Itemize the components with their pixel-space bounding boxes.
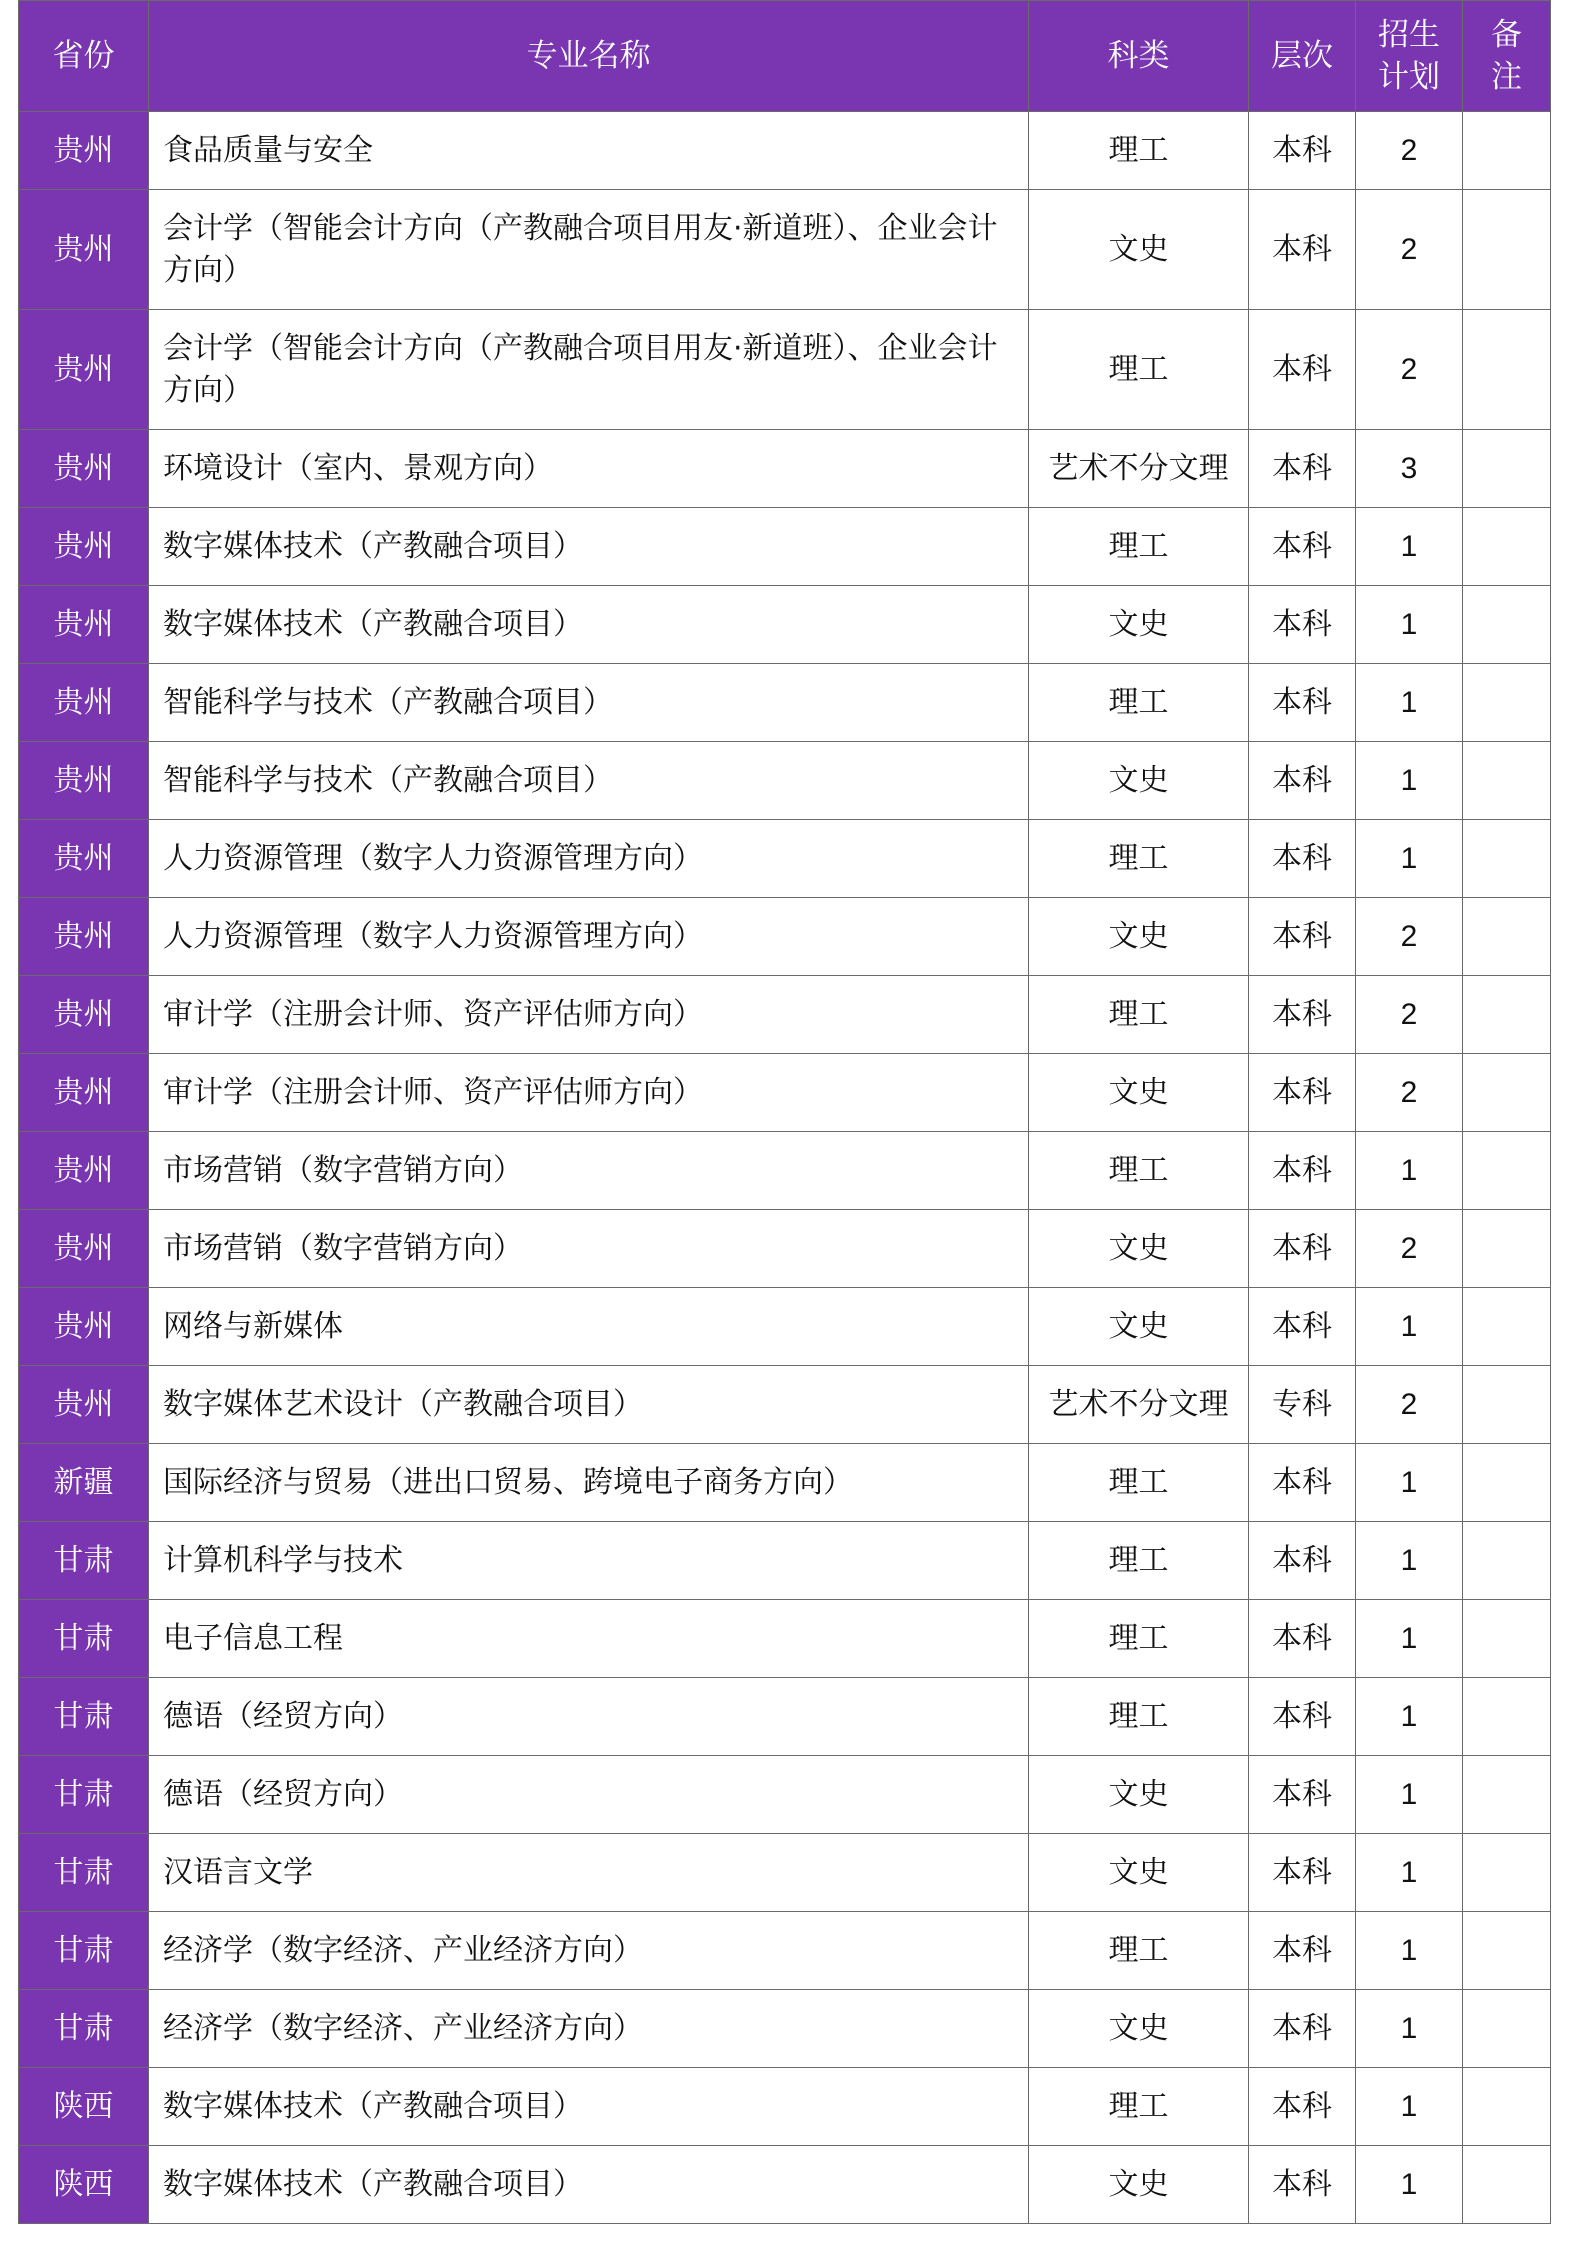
table-row [19, 820, 1551, 898]
note-cell [1463, 742, 1551, 820]
category-cell: 理工 [1029, 1912, 1249, 1990]
table-row [19, 1444, 1551, 1522]
category-cell: 艺术不分文理 [1029, 430, 1249, 508]
note-cell [1463, 430, 1551, 508]
category-cell: 文史 [1029, 586, 1249, 664]
table-header [19, 1, 1551, 112]
table-row [19, 2068, 1551, 2146]
table-row [19, 1990, 1551, 2068]
table-row [19, 1054, 1551, 1132]
plan-count-cell: 2 [1356, 112, 1463, 190]
major-cell: 数字媒体技术（产教融合项目） [149, 508, 1029, 586]
level-cell: 本科 [1249, 664, 1356, 742]
level-cell: 本科 [1249, 430, 1356, 508]
province-cell: 陕西 [19, 2146, 149, 2224]
level-cell: 本科 [1249, 190, 1356, 310]
header-plan [1356, 1, 1463, 112]
header-plan-line1: 招生 [1378, 17, 1440, 53]
note-cell [1463, 898, 1551, 976]
major-cell: 德语（经贸方向） [149, 1756, 1029, 1834]
table-row [19, 1756, 1551, 1834]
header-category: 科类 [1029, 1, 1249, 112]
plan-count-cell: 1 [1356, 664, 1463, 742]
plan-count-cell: 2 [1356, 1210, 1463, 1288]
note-cell [1463, 2146, 1551, 2224]
major-cell: 经济学（数字经济、产业经济方向） [149, 1912, 1029, 1990]
table-row [19, 430, 1551, 508]
plan-count-cell: 1 [1356, 1600, 1463, 1678]
province-cell: 贵州 [19, 430, 149, 508]
province-cell: 陕西 [19, 2068, 149, 2146]
category-cell: 艺术不分文理 [1029, 1366, 1249, 1444]
category-cell: 理工 [1029, 1444, 1249, 1522]
major-cell: 会计学（智能会计方向（产教融合项目用友·新道班）、企业会计方向） [149, 190, 1029, 310]
note-cell [1463, 1444, 1551, 1522]
table-row [19, 664, 1551, 742]
table-row [19, 1366, 1551, 1444]
note-cell [1463, 1288, 1551, 1366]
province-cell: 贵州 [19, 112, 149, 190]
level-cell: 本科 [1249, 1756, 1356, 1834]
table-row [19, 742, 1551, 820]
province-cell: 贵州 [19, 1054, 149, 1132]
table-row [19, 1522, 1551, 1600]
province-cell: 贵州 [19, 310, 149, 430]
province-cell: 贵州 [19, 664, 149, 742]
province-cell: 甘肃 [19, 1990, 149, 2068]
level-cell: 专科 [1249, 1366, 1356, 1444]
level-cell: 本科 [1249, 1054, 1356, 1132]
plan-count-cell: 1 [1356, 742, 1463, 820]
province-cell: 贵州 [19, 898, 149, 976]
note-cell [1463, 1210, 1551, 1288]
province-cell: 贵州 [19, 976, 149, 1054]
category-cell: 理工 [1029, 2068, 1249, 2146]
header-plan-line2: 计划 [1378, 59, 1440, 95]
province-cell: 贵州 [19, 508, 149, 586]
header-row [19, 1, 1551, 112]
major-cell: 人力资源管理（数字人力资源管理方向） [149, 898, 1029, 976]
plan-count-cell: 1 [1356, 2146, 1463, 2224]
province-cell: 甘肃 [19, 1756, 149, 1834]
table-row [19, 1132, 1551, 1210]
header-level: 层次 [1249, 1, 1356, 112]
province-cell: 贵州 [19, 820, 149, 898]
category-cell: 理工 [1029, 820, 1249, 898]
plan-count-cell: 1 [1356, 1912, 1463, 1990]
province-cell: 贵州 [19, 1288, 149, 1366]
plan-count-cell: 1 [1356, 1444, 1463, 1522]
category-cell: 文史 [1029, 1054, 1249, 1132]
major-cell: 数字媒体技术（产教融合项目） [149, 586, 1029, 664]
plan-count-cell: 1 [1356, 1990, 1463, 2068]
level-cell: 本科 [1249, 1990, 1356, 2068]
category-cell: 文史 [1029, 1288, 1249, 1366]
table-row [19, 1600, 1551, 1678]
note-cell [1463, 1054, 1551, 1132]
plan-count-cell: 2 [1356, 190, 1463, 310]
major-cell: 计算机科学与技术 [149, 1522, 1029, 1600]
level-cell: 本科 [1249, 508, 1356, 586]
table-row [19, 1912, 1551, 1990]
category-cell: 文史 [1029, 2146, 1249, 2224]
province-cell: 贵州 [19, 1132, 149, 1210]
category-cell: 理工 [1029, 1600, 1249, 1678]
table-row [19, 1678, 1551, 1756]
major-cell: 市场营销（数字营销方向） [149, 1132, 1029, 1210]
level-cell: 本科 [1249, 1912, 1356, 1990]
header-note-line1: 备 [1491, 17, 1522, 53]
table-row [19, 586, 1551, 664]
plan-count-cell: 1 [1356, 1756, 1463, 1834]
note-cell [1463, 310, 1551, 430]
category-cell: 文史 [1029, 1756, 1249, 1834]
major-cell: 汉语言文学 [149, 1834, 1029, 1912]
plan-count-cell: 3 [1356, 430, 1463, 508]
major-cell: 德语（经贸方向） [149, 1678, 1029, 1756]
category-cell: 文史 [1029, 190, 1249, 310]
major-cell: 经济学（数字经济、产业经济方向） [149, 1990, 1029, 2068]
category-cell: 文史 [1029, 742, 1249, 820]
note-cell [1463, 820, 1551, 898]
level-cell: 本科 [1249, 1600, 1356, 1678]
level-cell: 本科 [1249, 1678, 1356, 1756]
province-cell: 甘肃 [19, 1522, 149, 1600]
category-cell: 理工 [1029, 664, 1249, 742]
major-cell: 审计学（注册会计师、资产评估师方向） [149, 976, 1029, 1054]
plan-count-cell: 1 [1356, 1678, 1463, 1756]
category-cell: 理工 [1029, 508, 1249, 586]
enrollment-plan-table-wrapper [18, 0, 1550, 2224]
province-cell: 贵州 [19, 190, 149, 310]
note-cell [1463, 1522, 1551, 1600]
table-row [19, 112, 1551, 190]
province-cell: 甘肃 [19, 1834, 149, 1912]
table-row [19, 310, 1551, 430]
header-note-line2: 注 [1491, 59, 1522, 95]
header-note [1463, 1, 1551, 112]
table-row [19, 1210, 1551, 1288]
enrollment-plan-table [18, 0, 1551, 2224]
header-province: 省份 [19, 1, 149, 112]
plan-count-cell: 2 [1356, 976, 1463, 1054]
note-cell [1463, 586, 1551, 664]
major-cell: 食品质量与安全 [149, 112, 1029, 190]
table-row [19, 976, 1551, 1054]
note-cell [1463, 1678, 1551, 1756]
province-cell: 贵州 [19, 1366, 149, 1444]
major-cell: 电子信息工程 [149, 1600, 1029, 1678]
major-cell: 智能科学与技术（产教融合项目） [149, 742, 1029, 820]
plan-count-cell: 1 [1356, 2068, 1463, 2146]
plan-count-cell: 1 [1356, 1288, 1463, 1366]
province-cell: 新疆 [19, 1444, 149, 1522]
category-cell: 理工 [1029, 1678, 1249, 1756]
category-cell: 理工 [1029, 1522, 1249, 1600]
level-cell: 本科 [1249, 820, 1356, 898]
note-cell [1463, 1990, 1551, 2068]
level-cell: 本科 [1249, 1834, 1356, 1912]
category-cell: 文史 [1029, 1990, 1249, 2068]
major-cell: 数字媒体艺术设计（产教融合项目） [149, 1366, 1029, 1444]
plan-count-cell: 2 [1356, 1366, 1463, 1444]
note-cell [1463, 508, 1551, 586]
level-cell: 本科 [1249, 1210, 1356, 1288]
level-cell: 本科 [1249, 1444, 1356, 1522]
category-cell: 理工 [1029, 976, 1249, 1054]
province-cell: 贵州 [19, 1210, 149, 1288]
category-cell: 文史 [1029, 1834, 1249, 1912]
level-cell: 本科 [1249, 310, 1356, 430]
province-cell: 甘肃 [19, 1912, 149, 1990]
table-body [19, 112, 1551, 2224]
major-cell: 国际经济与贸易（进出口贸易、跨境电子商务方向） [149, 1444, 1029, 1522]
plan-count-cell: 1 [1356, 586, 1463, 664]
note-cell [1463, 1756, 1551, 1834]
plan-count-cell: 1 [1356, 508, 1463, 586]
plan-count-cell: 1 [1356, 1834, 1463, 1912]
note-cell [1463, 664, 1551, 742]
plan-count-cell: 1 [1356, 1522, 1463, 1600]
category-cell: 理工 [1029, 310, 1249, 430]
major-cell: 会计学（智能会计方向（产教融合项目用友·新道班）、企业会计方向） [149, 310, 1029, 430]
note-cell [1463, 1912, 1551, 1990]
major-cell: 人力资源管理（数字人力资源管理方向） [149, 820, 1029, 898]
major-cell: 审计学（注册会计师、资产评估师方向） [149, 1054, 1029, 1132]
major-cell: 数字媒体技术（产教融合项目） [149, 2146, 1029, 2224]
level-cell: 本科 [1249, 1132, 1356, 1210]
plan-count-cell: 2 [1356, 898, 1463, 976]
plan-count-cell: 1 [1356, 820, 1463, 898]
major-cell: 环境设计（室内、景观方向） [149, 430, 1029, 508]
plan-count-cell: 2 [1356, 1054, 1463, 1132]
note-cell [1463, 1834, 1551, 1912]
level-cell: 本科 [1249, 1288, 1356, 1366]
major-cell: 数字媒体技术（产教融合项目） [149, 2068, 1029, 2146]
plan-count-cell: 2 [1356, 310, 1463, 430]
note-cell [1463, 1600, 1551, 1678]
major-cell: 智能科学与技术（产教融合项目） [149, 664, 1029, 742]
table-row [19, 190, 1551, 310]
table-row [19, 508, 1551, 586]
level-cell: 本科 [1249, 112, 1356, 190]
note-cell [1463, 190, 1551, 310]
note-cell [1463, 976, 1551, 1054]
table-row [19, 2146, 1551, 2224]
note-cell [1463, 112, 1551, 190]
province-cell: 甘肃 [19, 1600, 149, 1678]
note-cell [1463, 2068, 1551, 2146]
province-cell: 甘肃 [19, 1678, 149, 1756]
level-cell: 本科 [1249, 586, 1356, 664]
category-cell: 文史 [1029, 1210, 1249, 1288]
plan-count-cell: 1 [1356, 1132, 1463, 1210]
province-cell: 贵州 [19, 742, 149, 820]
level-cell: 本科 [1249, 1522, 1356, 1600]
major-cell: 市场营销（数字营销方向） [149, 1210, 1029, 1288]
note-cell [1463, 1132, 1551, 1210]
header-major: 专业名称 [149, 1, 1029, 112]
category-cell: 理工 [1029, 1132, 1249, 1210]
level-cell: 本科 [1249, 976, 1356, 1054]
level-cell: 本科 [1249, 2146, 1356, 2224]
major-cell: 网络与新媒体 [149, 1288, 1029, 1366]
category-cell: 文史 [1029, 898, 1249, 976]
note-cell [1463, 1366, 1551, 1444]
category-cell: 理工 [1029, 112, 1249, 190]
level-cell: 本科 [1249, 2068, 1356, 2146]
province-cell: 贵州 [19, 586, 149, 664]
table-row [19, 1288, 1551, 1366]
level-cell: 本科 [1249, 742, 1356, 820]
table-row [19, 898, 1551, 976]
level-cell: 本科 [1249, 898, 1356, 976]
table-row [19, 1834, 1551, 1912]
